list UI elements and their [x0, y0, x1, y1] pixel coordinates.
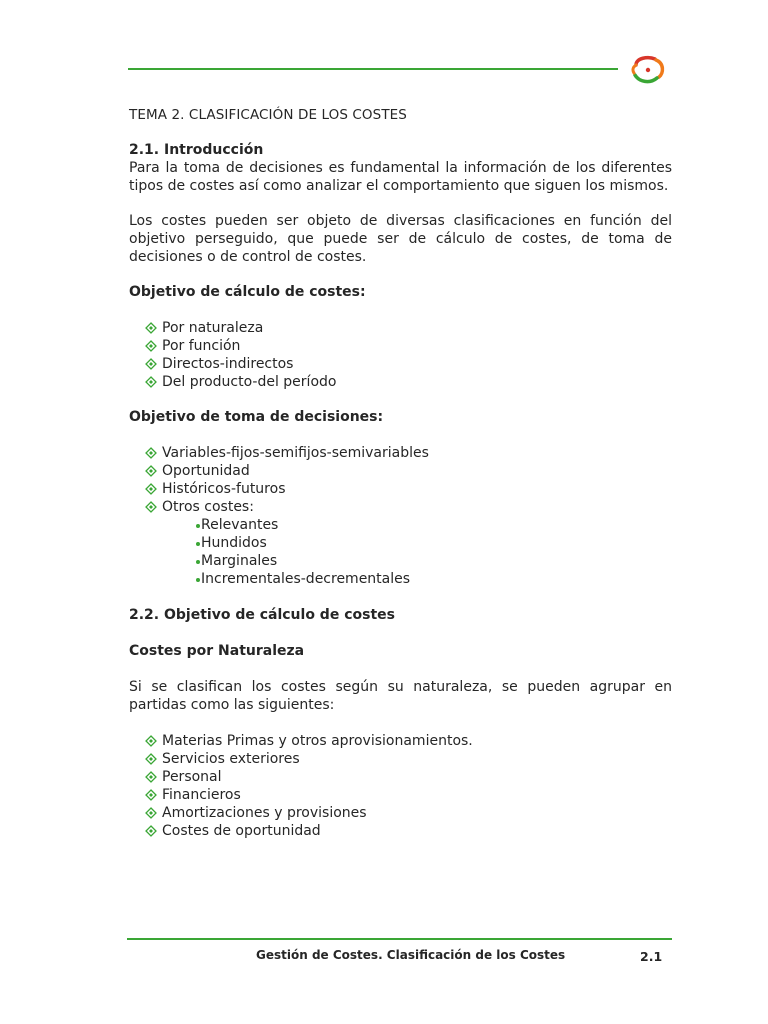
sublist-item: [196, 570, 672, 588]
list-item: [144, 319, 672, 337]
list-item: [144, 373, 672, 391]
list-item-label: Variables-fijos-semifijos-semivariables: [162, 445, 429, 461]
dot-bullet-icon: [196, 542, 200, 546]
list-item-label: Del producto-del período: [162, 374, 337, 390]
list-item: [144, 822, 672, 840]
list-item: [144, 462, 672, 480]
list-item-label: Personal: [162, 769, 222, 785]
sublist-otros-costes: [162, 516, 672, 588]
section-heading-calculo: 2.2. Objetivo de cálculo de costes: [129, 607, 395, 623]
list-item: [144, 444, 672, 462]
logo-icon: [628, 55, 668, 85]
list-item: [144, 732, 672, 750]
heading-objetivo-calculo: Objetivo de cálculo de costes:: [129, 284, 366, 300]
list-item: [144, 337, 672, 355]
diamond-bullet-icon: [145, 807, 157, 819]
footer-rule: [127, 938, 672, 940]
section-heading-introduccion: 2.1. Introducción: [129, 142, 264, 158]
list-item: [144, 480, 672, 498]
diamond-bullet-icon: [145, 376, 157, 388]
list-item: [144, 786, 672, 804]
diamond-bullet-icon: [145, 771, 157, 783]
list-objetivo-calculo: [129, 319, 672, 391]
dot-bullet-icon: [196, 524, 200, 528]
list-item-label: Oportunidad: [162, 463, 250, 479]
list-item: [144, 750, 672, 768]
sublist-item-label: Relevantes: [201, 517, 279, 533]
sublist-item-label: Incrementales-decrementales: [201, 571, 411, 587]
dot-bullet-icon: [196, 578, 200, 582]
diamond-bullet-icon: [145, 735, 157, 747]
footer-title: Gestión de Costes. Clasificación de los Costes: [256, 948, 566, 962]
diamond-bullet-icon: [145, 340, 157, 352]
document-body: [129, 106, 672, 840]
sublist-item: [196, 552, 672, 570]
diamond-bullet-icon: [145, 322, 157, 334]
diamond-bullet-icon: [145, 358, 157, 370]
list-item-label: Por función: [162, 338, 241, 354]
sublist-item: [196, 516, 672, 534]
heading-costes-naturaleza: Costes por Naturaleza: [129, 643, 305, 659]
list-item-label: Financieros: [162, 787, 241, 803]
list-item: [144, 498, 672, 588]
header-rule: [128, 68, 618, 70]
list-item: [144, 355, 672, 373]
diamond-bullet-icon: [145, 825, 157, 837]
list-objetivo-decisiones: [129, 444, 672, 588]
sublist-item: [196, 534, 672, 552]
list-item: [144, 804, 672, 822]
sublist-item-label: Marginales: [201, 553, 278, 569]
intro-paragraph-1: Para la toma de decisiones es fundamental la información de los diferentes tipos de costes así como analizar el comportamiento que siguen los mismos.: [129, 160, 672, 194]
diamond-bullet-icon: [145, 447, 157, 459]
list-item-label: Materias Primas y otros aprovisionamientos.: [162, 733, 473, 749]
list-item-label: Amortizaciones y provisiones: [162, 805, 367, 821]
list-costes-naturaleza: [129, 732, 672, 840]
sublist-item-label: Hundidos: [201, 535, 267, 551]
naturaleza-paragraph: Si se clasifican los costes según su naturaleza, se pueden agrupar en partidas como las siguientes:: [129, 679, 672, 713]
diamond-bullet-icon: [145, 753, 157, 765]
list-item-label: Otros costes:: [162, 499, 254, 515]
diamond-bullet-icon: [145, 789, 157, 801]
page-number: 2.1: [640, 949, 663, 964]
list-item-label: Costes de oportunidad: [162, 823, 321, 839]
intro-paragraph-2: Los costes pueden ser objeto de diversas clasificaciones en función del objetivo perseguido, que puede ser de cálculo de costes, de toma de decisiones o de control de costes.: [129, 213, 672, 265]
heading-objetivo-decisiones: Objetivo de toma de decisiones:: [129, 409, 384, 425]
diamond-bullet-icon: [145, 465, 157, 477]
page-title: TEMA 2. CLASIFICACIÓN DE LOS COSTES: [129, 107, 407, 123]
list-item-label: Directos-indirectos: [162, 356, 294, 372]
dot-bullet-icon: [196, 560, 200, 564]
diamond-bullet-icon: [145, 501, 157, 513]
list-item-label: Servicios exteriores: [162, 751, 300, 767]
list-item-label: Históricos-futuros: [162, 481, 286, 497]
diamond-bullet-icon: [145, 483, 157, 495]
list-item: [144, 768, 672, 786]
list-item-label: Por naturaleza: [162, 320, 264, 336]
